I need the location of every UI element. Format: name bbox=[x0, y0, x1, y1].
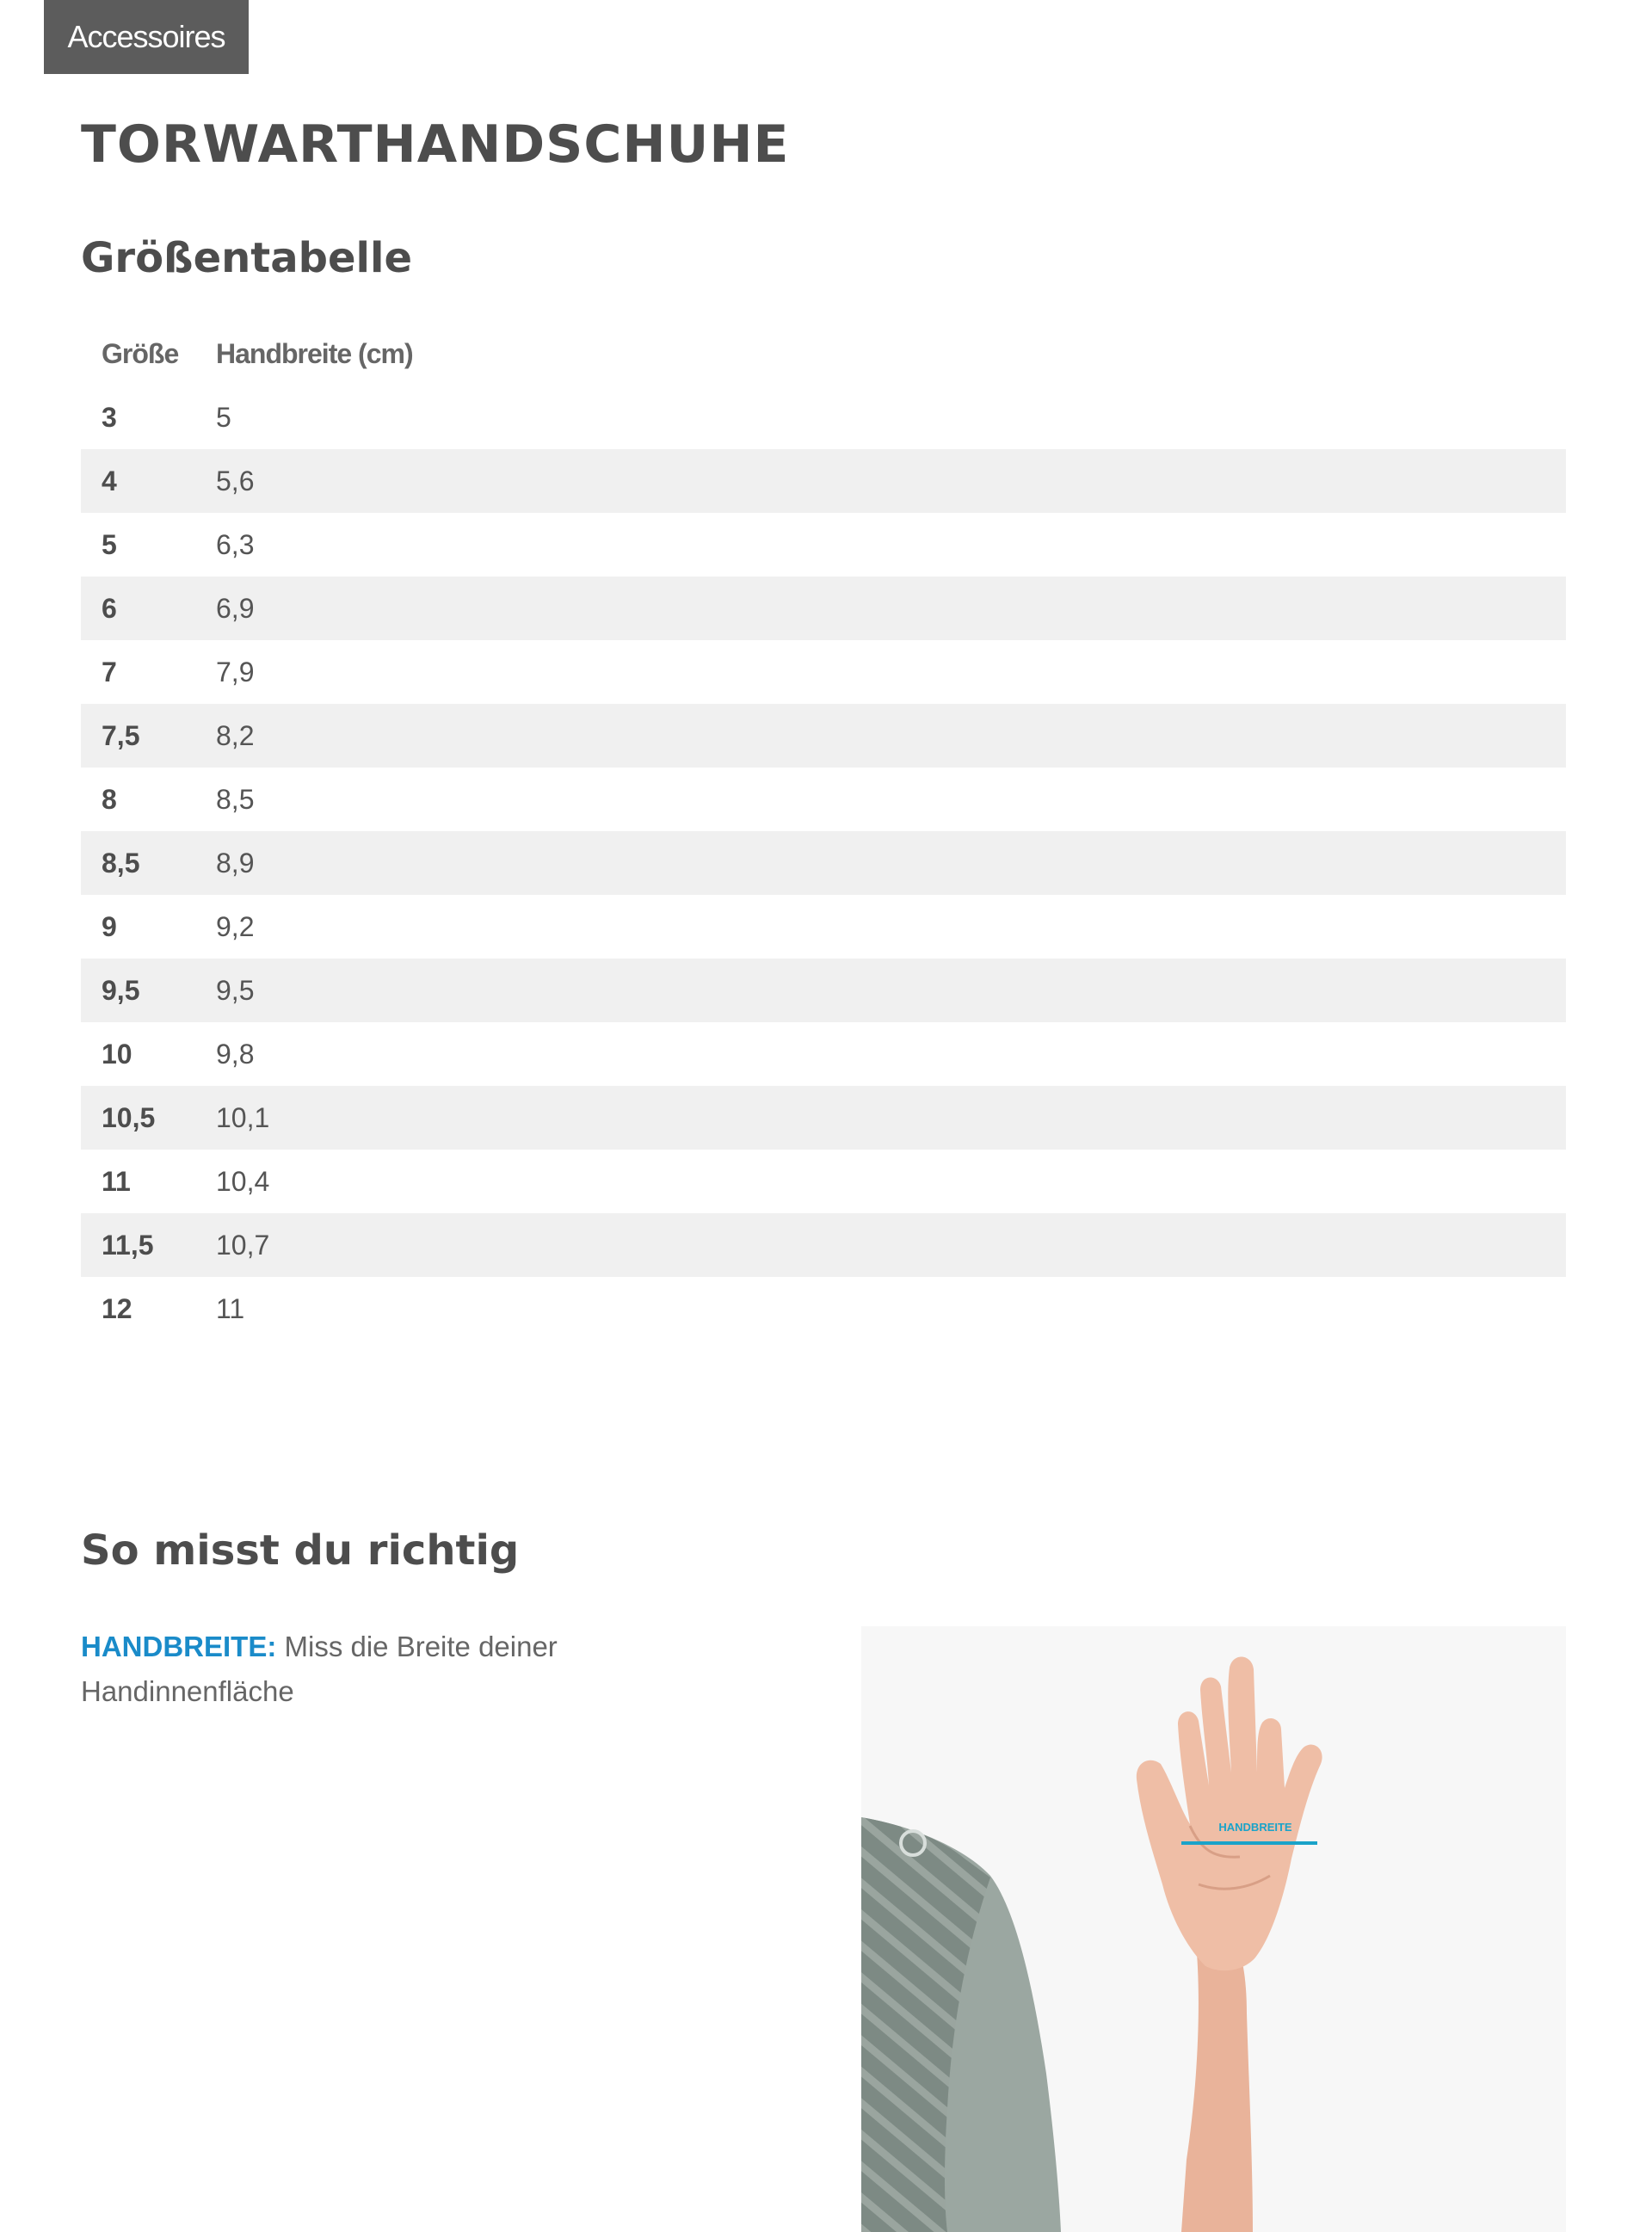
table-row bbox=[81, 640, 1566, 704]
hand-width-cell: 8,5 bbox=[216, 783, 255, 815]
size-table-header bbox=[81, 322, 1566, 385]
hand-width-label: HANDBREITE: bbox=[81, 1631, 277, 1662]
table-row bbox=[81, 513, 1566, 576]
hand-width-cell: 9,2 bbox=[216, 910, 255, 942]
table-row bbox=[81, 704, 1566, 768]
hand-width-cell: 9,8 bbox=[216, 1038, 255, 1070]
size-chart-title: Größentabelle bbox=[81, 234, 413, 282]
table-row bbox=[81, 1086, 1566, 1150]
size-cell: 7,5 bbox=[81, 704, 195, 768]
table-row bbox=[81, 1213, 1566, 1277]
size-cell: 11 bbox=[102, 1165, 131, 1197]
measure-guide-title: So misst du richtig bbox=[81, 1526, 520, 1575]
hand-width-cell: 10,4 bbox=[216, 1165, 270, 1197]
size-cell: 5 bbox=[102, 528, 117, 560]
hand-width-description: Miss die Breite deiner Handinnenfläche bbox=[81, 1631, 558, 1707]
table-row bbox=[81, 768, 1566, 831]
table-row bbox=[81, 959, 1566, 1022]
hand-width-cell: 6,9 bbox=[195, 576, 1566, 640]
table-row bbox=[81, 576, 1566, 640]
size-cell: 10,5 bbox=[81, 1086, 195, 1150]
hand-width-cell: 5 bbox=[216, 401, 231, 433]
size-cell: 7 bbox=[102, 656, 117, 687]
hand-width-cell: 10,1 bbox=[195, 1086, 1566, 1150]
column-header-hand-width: Handbreite (cm) bbox=[216, 337, 413, 369]
size-cell: 12 bbox=[102, 1292, 133, 1324]
hand-width-cell: 6,3 bbox=[216, 528, 255, 560]
tab-accessoires[interactable]: Accessoires bbox=[44, 0, 249, 74]
table-row bbox=[81, 1150, 1566, 1213]
size-cell: 4 bbox=[81, 449, 195, 513]
hand-width-cell: 8,9 bbox=[195, 831, 1566, 895]
table-row bbox=[81, 831, 1566, 895]
table-row bbox=[81, 1277, 1566, 1341]
table-row bbox=[81, 449, 1566, 513]
hand-measure-illustration bbox=[861, 1626, 1566, 2232]
table-row bbox=[81, 1022, 1566, 1086]
table-row bbox=[81, 895, 1566, 959]
hand-width-cell: 8,2 bbox=[195, 704, 1566, 768]
hand-width-cell: 5,6 bbox=[195, 449, 1566, 513]
size-cell: 8 bbox=[102, 783, 117, 815]
size-cell: 9,5 bbox=[81, 959, 195, 1022]
size-cell: 3 bbox=[102, 401, 117, 433]
size-cell: 9 bbox=[102, 910, 117, 942]
size-table bbox=[81, 322, 1566, 1341]
hand-width-cell: 7,9 bbox=[216, 656, 255, 687]
table-row bbox=[81, 385, 1566, 449]
column-header-size: Größe bbox=[102, 337, 179, 369]
size-cell: 8,5 bbox=[81, 831, 195, 895]
hand-width-caption: HANDBREITE bbox=[1218, 1821, 1292, 1834]
hand-width-cell: 9,5 bbox=[195, 959, 1566, 1022]
hand-width-cell: 11 bbox=[216, 1292, 245, 1324]
size-cell: 11,5 bbox=[81, 1213, 195, 1277]
size-cell: 10 bbox=[102, 1038, 133, 1070]
page-title: TORWARTHANDSCHUHE bbox=[81, 114, 790, 175]
size-cell: 6 bbox=[81, 576, 195, 640]
measure-instructions bbox=[81, 1625, 683, 1714]
hand-width-cell: 10,7 bbox=[195, 1213, 1566, 1277]
